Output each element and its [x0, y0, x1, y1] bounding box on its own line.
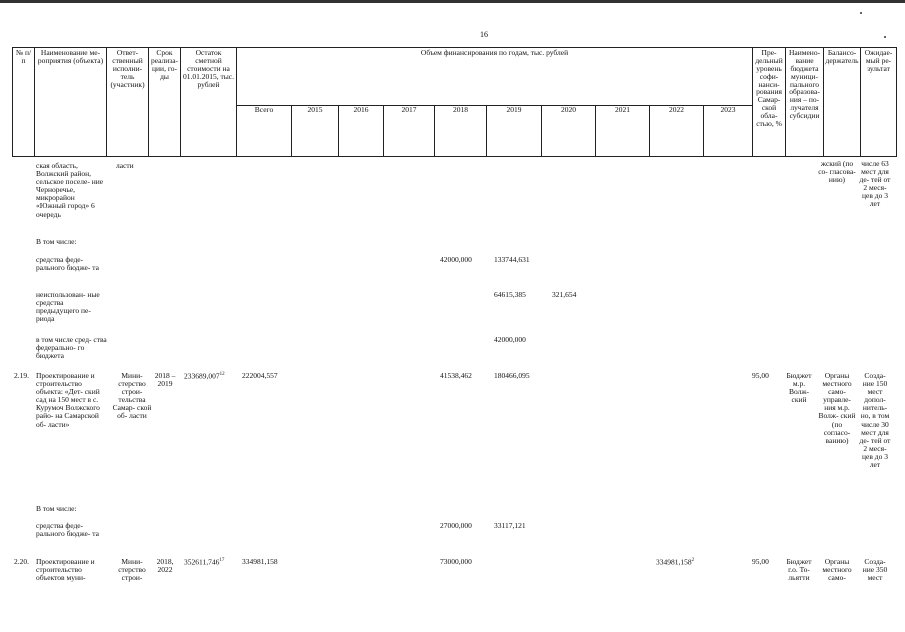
- row-219-holder: Органы местного само- управле- ния м.р. Волж- ский (по согласо- ванию): [818, 371, 856, 445]
- row-220-term: 2018, 2022: [156, 557, 174, 575]
- federal-2018: 42000,000: [440, 255, 472, 264]
- speck: [884, 36, 886, 38]
- federal-2019: 33117,121: [494, 521, 526, 530]
- row-220-total: 334981,158: [242, 557, 278, 566]
- hdr-rest: Остаток сметной стоимости на 01.01.2015, тыс. рублей: [181, 48, 237, 157]
- row-219-2019: 180466,095: [494, 371, 530, 380]
- row-219-remaining-cost: 233689,007$^{12}$: [184, 371, 225, 381]
- row-219-name: Проектирование и строительство объекта: «Дет- ский сад на 150 мест в с. Курумоч Волжского райо- на Самарской об- ласти»: [36, 371, 100, 429]
- row-220-2022: 334981,158$^2$: [656, 557, 695, 567]
- federal-2018: 27000,000: [440, 521, 472, 530]
- row-219-budget: Бюджет м.р. Волж- ский: [786, 371, 812, 405]
- row-220-result: Созда- ние 350 мест: [862, 557, 888, 583]
- row-219-term: 2018 – 2019: [154, 371, 176, 389]
- row-220-holder: Органы местного само-: [822, 557, 852, 583]
- federal-funds-label: средства феде- рального бюдже- та: [36, 521, 99, 539]
- hdr-name: Наименование ме- роприятия (объекта): [35, 48, 107, 157]
- hdr-total: Всего: [237, 105, 292, 156]
- row-220-2018: 73000,000: [440, 557, 472, 566]
- hdr-year: 2017: [384, 105, 435, 156]
- cont-name: ская область, Волжский район, сельское поселе- ние Черноречье, микрорайон «Южный город» 6 очередь: [36, 161, 104, 219]
- row-219-number: 2.19.: [14, 371, 29, 380]
- speck: [860, 12, 862, 14]
- hdr-term: Срок реализа- ции, го- ды: [149, 48, 181, 157]
- incl-federal-label: в том числе сред- ства федерально- го бюджета: [36, 335, 107, 361]
- row-219-level: 95,00: [752, 371, 769, 380]
- hdr-level: Пре- дельный уровень софи- нанси- рования Самар- ской обла- стью, %: [753, 48, 786, 157]
- hdr-holder: Балансо- держатель: [824, 48, 861, 157]
- hdr-budget: Наимено- вание бюджета муници- пального образова- ния – по- лучателя субсидии: [786, 48, 824, 157]
- top-rule: [0, 0, 905, 3]
- hdr-result: Ожидае- мый ре- зультат: [861, 48, 897, 157]
- including-label: В том числе:: [36, 504, 77, 513]
- federal-2019: 133744,631: [494, 255, 530, 264]
- row-220-responsible: Мини- стерство строи-: [118, 557, 146, 583]
- row-219-responsible: Мини- стерство строи- тельства Самар- ской об- ласти: [112, 371, 152, 421]
- row-220-budget: Бюджет г.о. То- льятти: [786, 557, 812, 583]
- hdr-resp: Ответ- ственный исполни- тель (участник): [107, 48, 149, 157]
- unused-2020: 321,654: [552, 290, 577, 299]
- row-220-number: 2.20.: [14, 557, 29, 566]
- hdr-financing: Объем финансирования по годам, тыс. рублей: [237, 48, 753, 106]
- including-label: В том числе:: [36, 237, 77, 246]
- row-219-result: Созда- ние 150 мест допол- нитель- но, в том числе 30 мест для де- тей от 2 меся- цев до 3 лет: [859, 371, 891, 470]
- hdr-year: 2019: [487, 105, 542, 156]
- hdr-year: 2021: [596, 105, 650, 156]
- hdr-year: 2016: [339, 105, 384, 156]
- row-220-name: Проектирование и строительство объектов муни-: [36, 557, 95, 583]
- hdr-year: 2022: [650, 105, 704, 156]
- federal-funds-label: средства феде- рального бюдже- та: [36, 255, 99, 273]
- unused-funds-label: неиспользован- ные средства предыдущего пе- риода: [36, 290, 100, 324]
- hdr-year: 2020: [542, 105, 596, 156]
- hdr-num: № п/п: [13, 48, 35, 157]
- hdr-year: 2023: [704, 105, 753, 156]
- row-220-level: 95,00: [752, 557, 769, 566]
- row-220-remaining-cost: 352611,746$^{17}$: [184, 557, 225, 567]
- page-number: 16: [480, 30, 488, 39]
- cont-result: числе 63 мест для де- тей от 2 меся- цев до 3 лет: [859, 159, 891, 209]
- row-219-2018: 41538,462: [440, 371, 472, 380]
- hdr-year: 2018: [435, 105, 487, 156]
- unused-2019: 64615,385: [494, 290, 526, 299]
- cont-resp: ласти: [116, 161, 134, 170]
- hdr-year: 2015: [292, 105, 339, 156]
- cont-holder: жский (по со- гласова- нию): [818, 159, 856, 185]
- incl-federal-2019: 42000,000: [494, 335, 526, 344]
- row-219-total: 222004,557: [242, 371, 278, 380]
- header-table: [12, 47, 897, 157]
